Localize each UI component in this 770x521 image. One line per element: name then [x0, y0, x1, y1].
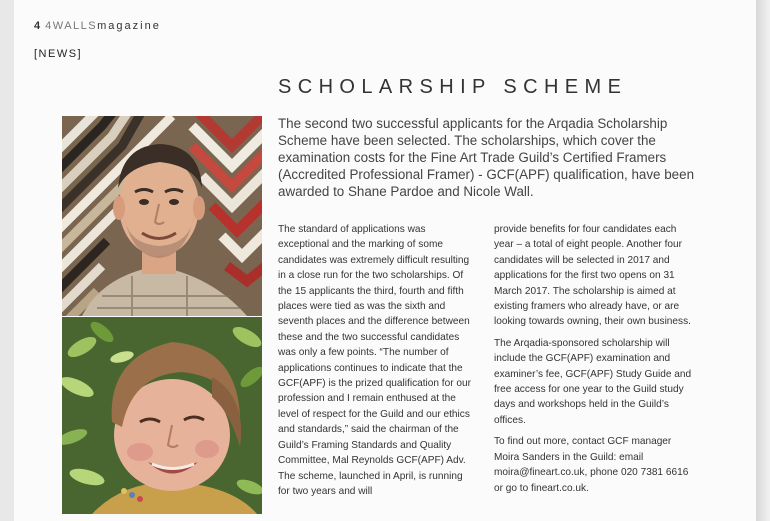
photo-column	[62, 116, 262, 514]
magazine-brand: 4WALLS	[45, 20, 98, 32]
folio	[34, 20, 161, 32]
body-paragraph: provide benefits for four candidates each year – a total of eight people. Another four candidates will be selected in 2017 and applications for the first two opens on 31 March 2017. The scholarship is aimed at existing framers who already have, or are looking towards owning, their own business.	[494, 224, 691, 328]
article-headline: SCHOLARSHIP SCHEME	[278, 76, 628, 98]
body-column-right	[494, 222, 696, 502]
magazine-name: magazine	[97, 20, 161, 32]
photo-shane-pardoe	[62, 116, 262, 316]
body-column-left	[278, 222, 474, 499]
portrait-man-frames	[62, 116, 262, 316]
photo-nicole-wall	[62, 317, 262, 514]
body-paragraph: The standard of applications was exceptional and the marking of some candidates was extremely difficult resulting in a close run for the two scholarships. Of the 15 applicants the third, fourth and fifth places were tied as was the sixth and seventh places and the difference between these and the two successful candidates was only a few points. “The number of applications continues to indicate that the GCF(APF) is the prized qualification for our profession and I remain enthused at the level of respect for the Guild and our ethics and standards,” said the chairman of the Guild’s Framing Standards and Quality Committee, Mal Reynolds GCF(APF) Adv. The scheme, launched in April, is running for two years and will	[278, 224, 471, 497]
page-edge-shadow	[756, 0, 770, 521]
body-paragraph: The Arqadia-sponsored scholarship will include the GCF(APF) examination and examiner’s fee, GCF(APF) Study Guide and free access for one year to the Guild study days and workshops held in the Guild’s offices.	[494, 337, 692, 426]
section-tag: [NEWS]	[34, 48, 83, 60]
contact-paragraph: To find out more, contact GCF manager Moira Sanders in the Guild: email moira@fineart.co.uk, phone 020 7381 6616 or go to fineart.co.uk.	[494, 436, 689, 494]
page-number: 4	[34, 20, 42, 32]
portrait-woman-foliage	[62, 317, 262, 514]
article-standfirst: The second two successful applicants for the Arqadia Scholarship Scheme have been selected. The scholarships, which cover the examination costs for the Fine Art Trade Guild’s Certified Framers (Accredited Professional Framer) - GCF(APF) qualification, have been awarded to Shane Pardoe and Nicole Wall.	[278, 116, 695, 199]
